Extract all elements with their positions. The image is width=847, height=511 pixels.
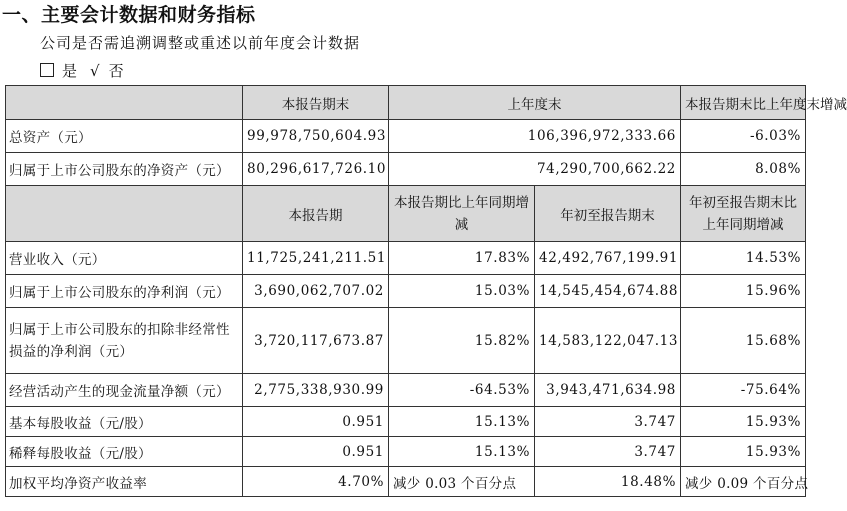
header-current-period-change: 本报告期比上年同期增减 bbox=[389, 186, 535, 242]
value-cell: 3.747 bbox=[535, 407, 681, 437]
value-cell: 2,775,338,930.99 bbox=[243, 374, 389, 407]
row-label: 归属于上市公司股东的净利润（元） bbox=[6, 275, 243, 308]
value-cell: -64.53% bbox=[389, 374, 535, 407]
value-cell: -6.03% bbox=[681, 120, 806, 153]
value-cell: 3,943,471,634.98 bbox=[535, 374, 681, 407]
value-cell: 99,978,750,604.93 bbox=[243, 120, 389, 153]
table-row bbox=[6, 308, 806, 374]
option-yes-label: 是 bbox=[62, 62, 79, 80]
header-blank-cell bbox=[6, 186, 243, 242]
value-cell: 18.48% bbox=[535, 467, 681, 497]
table-row bbox=[6, 407, 806, 437]
header-change-vs-prev-year-end: 本报告期末比上年度末增减 bbox=[681, 86, 806, 120]
value-cell: 15.96% bbox=[681, 275, 806, 308]
table-row bbox=[6, 275, 806, 308]
value-cell: 15.82% bbox=[389, 308, 535, 374]
value-cell: 15.13% bbox=[389, 407, 535, 437]
financial-data-table bbox=[5, 85, 847, 497]
value-cell: 14,583,122,047.13 bbox=[535, 308, 681, 374]
unchecked-box-icon bbox=[40, 63, 54, 77]
section-title: 一、主要会计数据和财务指标 bbox=[2, 4, 256, 26]
value-cell: 74,290,700,662.22 bbox=[389, 153, 681, 186]
table-row bbox=[6, 467, 806, 497]
checkmark-icon: √ bbox=[90, 62, 101, 80]
row-label: 稀释每股收益（元/股） bbox=[6, 437, 243, 467]
table-row bbox=[6, 437, 806, 467]
value-cell: 15.93% bbox=[681, 437, 806, 467]
value-cell: 80,296,617,726.10 bbox=[243, 153, 389, 186]
table2-header-row bbox=[6, 186, 806, 242]
row-label: 总资产（元） bbox=[6, 120, 243, 153]
row-label: 归属于上市公司股东的净资产（元） bbox=[6, 153, 243, 186]
value-cell: 15.68% bbox=[681, 308, 806, 374]
value-cell: 0.951 bbox=[243, 407, 389, 437]
value-cell: 106,396,972,333.66 bbox=[389, 120, 681, 153]
header-ytd: 年初至报告期末 bbox=[535, 186, 681, 242]
value-cell: 14,545,454,674.88 bbox=[535, 275, 681, 308]
row-label: 归属于上市公司股东的扣除非经常性损益的净利润（元） bbox=[6, 308, 243, 374]
option-no-label: 否 bbox=[108, 62, 125, 80]
value-cell: 3,690,062,707.02 bbox=[243, 275, 389, 308]
restatement-choice bbox=[40, 60, 125, 81]
value-cell: 3,720,117,673.87 bbox=[243, 308, 389, 374]
restatement-question: 公司是否需追溯调整或重述以前年度会计数据 bbox=[40, 34, 361, 52]
value-cell: 14.53% bbox=[681, 242, 806, 275]
table-row bbox=[6, 242, 806, 275]
table1-header-row bbox=[6, 86, 806, 120]
table-row bbox=[6, 374, 806, 407]
header-current-period: 本报告期 bbox=[243, 186, 389, 242]
value-cell: 减少 0.03 个百分点 bbox=[389, 467, 535, 497]
value-cell: 8.08% bbox=[681, 153, 806, 186]
table-row bbox=[6, 153, 806, 186]
row-label: 基本每股收益（元/股） bbox=[6, 407, 243, 437]
value-cell: 减少 0.09 个百分点 bbox=[681, 467, 806, 497]
row-label: 加权平均净资产收益率 bbox=[6, 467, 243, 497]
header-blank-cell bbox=[6, 86, 243, 120]
row-label: 经营活动产生的现金流量净额（元） bbox=[6, 374, 243, 407]
value-cell: 17.83% bbox=[389, 242, 535, 275]
value-cell: 42,492,767,199.91 bbox=[535, 242, 681, 275]
header-ytd-change: 年初至报告期末比上年同期增减 bbox=[681, 186, 806, 242]
table-row bbox=[6, 120, 806, 153]
value-cell: 15.93% bbox=[681, 407, 806, 437]
value-cell: 15.03% bbox=[389, 275, 535, 308]
value-cell: 11,725,241,211.51 bbox=[243, 242, 389, 275]
value-cell: 4.70% bbox=[243, 467, 389, 497]
value-cell: -75.64% bbox=[681, 374, 806, 407]
value-cell: 3.747 bbox=[535, 437, 681, 467]
value-cell: 15.13% bbox=[389, 437, 535, 467]
row-label: 营业收入（元） bbox=[6, 242, 243, 275]
value-cell: 0.951 bbox=[243, 437, 389, 467]
header-period-end: 本报告期末 bbox=[243, 86, 389, 120]
header-prev-year-end: 上年度末 bbox=[389, 86, 681, 120]
